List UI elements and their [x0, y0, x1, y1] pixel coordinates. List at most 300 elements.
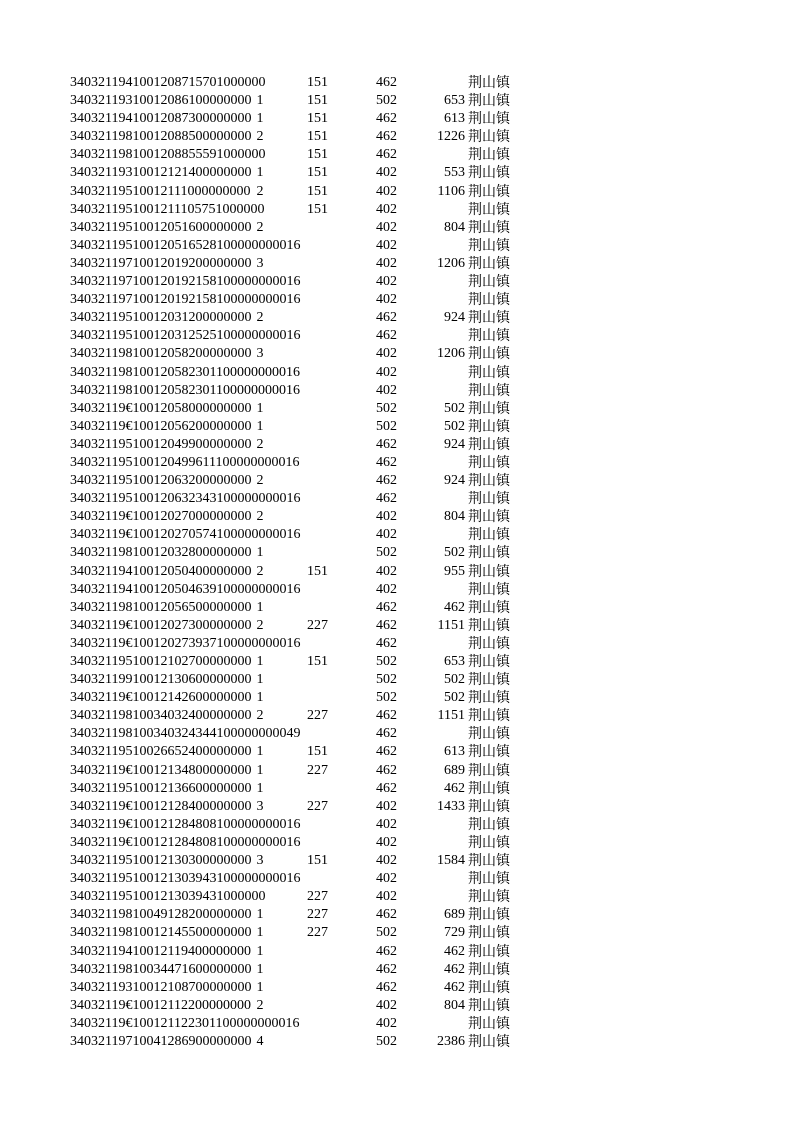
count-cell: 4	[256, 1033, 264, 1049]
amount-a-cell: 151	[307, 744, 328, 760]
amount-b-cell: 462	[376, 708, 397, 724]
table-row	[0, 364, 793, 382]
total-cell: 804	[444, 509, 465, 525]
amount-b-cell: 402	[376, 364, 397, 380]
count-cell: 1	[256, 762, 264, 778]
id-cell: 34032119910012130600000000	[70, 672, 252, 688]
amount-b-cell: 462	[376, 780, 397, 796]
total-cell: 804	[444, 219, 465, 235]
table-row	[0, 924, 793, 942]
amount-b-cell: 462	[376, 961, 397, 977]
amount-a-cell: 151	[307, 201, 328, 217]
amount-b-cell: 462	[376, 491, 397, 507]
town-cell: 荆山镇	[468, 907, 510, 924]
town-cell: 荆山镇	[468, 834, 510, 851]
count-cell: 3	[256, 346, 264, 362]
id-cell: 34032119510026652400000000	[70, 744, 252, 760]
table-row	[0, 870, 793, 888]
id-cell: 34032119710012019200000000	[70, 255, 252, 271]
total-cell: 955	[444, 563, 465, 579]
spreadsheet-page	[0, 74, 793, 1051]
id-cell: 34032119510012049900000000	[70, 436, 252, 452]
id-cell: 340321194100120504639100000000016	[70, 581, 301, 597]
total-cell: 1151	[437, 708, 465, 724]
table-row	[0, 961, 793, 979]
table-row	[0, 906, 793, 924]
id-cell: 3403211981001208855591000000	[70, 147, 266, 163]
table-row	[0, 635, 793, 653]
id-cell: 34032119510012102700000000	[70, 654, 252, 669]
town-cell: 荆山镇	[468, 925, 510, 942]
town-cell: 荆山镇	[468, 400, 510, 417]
amount-b-cell: 462	[376, 979, 397, 995]
amount-b-cell: 402	[376, 274, 397, 290]
amount-a-cell: 227	[307, 762, 328, 778]
amount-b-cell: 462	[376, 310, 397, 326]
town-cell: 荆山镇	[468, 346, 510, 363]
id-cell: 34032119810012088500000000	[70, 129, 252, 145]
table-row	[0, 382, 793, 400]
town-cell: 荆山镇	[468, 292, 510, 309]
count-cell: 1	[256, 165, 264, 181]
id-cell: 340321198100340324344100000000049	[70, 726, 301, 742]
town-cell: 荆山镇	[468, 75, 510, 91]
table-row	[0, 816, 793, 834]
amount-a-cell: 151	[307, 563, 328, 579]
amount-b-cell: 402	[376, 581, 397, 597]
table-row	[0, 762, 793, 780]
count-cell: 1	[256, 961, 264, 977]
id-cell: 34032119810012145500000000	[70, 925, 252, 941]
town-cell: 荆山镇	[468, 708, 510, 725]
town-cell: 荆山镇	[468, 111, 510, 128]
town-cell: 荆山镇	[468, 762, 510, 779]
amount-b-cell: 502	[376, 672, 397, 688]
id-cell: 34032119810049128200000000	[70, 907, 252, 923]
table-row	[0, 454, 793, 472]
id-cell: 34032119310012121400000000	[70, 165, 252, 181]
town-cell: 荆山镇	[468, 853, 510, 870]
count-cell: 1	[256, 925, 264, 941]
amount-b-cell: 402	[376, 237, 397, 253]
count-cell: 2	[256, 473, 264, 489]
table-row	[0, 834, 793, 852]
count-cell: 3	[256, 853, 264, 869]
total-cell: 1226	[437, 129, 465, 145]
table-row	[0, 671, 793, 689]
total-cell: 462	[444, 780, 465, 796]
town-cell: 荆山镇	[468, 255, 510, 272]
amount-b-cell: 462	[376, 436, 397, 452]
town-cell: 荆山镇	[468, 997, 510, 1014]
total-cell: 1584	[437, 853, 465, 869]
town-cell: 荆山镇	[468, 672, 510, 689]
id-cell: 34032119€10012142600000000	[70, 690, 252, 706]
town-cell: 荆山镇	[468, 165, 510, 182]
table-row	[0, 436, 793, 454]
amount-b-cell: 402	[376, 563, 397, 579]
id-cell: 34032119510012051600000000	[70, 219, 252, 235]
amount-b-cell: 462	[376, 454, 397, 470]
total-cell: 689	[444, 762, 465, 778]
total-cell: 2386	[437, 1033, 465, 1049]
id-cell: 340321197100120192158100000000016	[70, 292, 301, 308]
total-cell: 1206	[437, 255, 465, 271]
amount-b-cell: 402	[376, 1015, 397, 1031]
town-cell: 荆山镇	[468, 364, 510, 381]
amount-b-cell: 462	[376, 111, 397, 127]
count-cell: 1	[256, 111, 264, 127]
table-row	[0, 237, 793, 255]
town-cell: 荆山镇	[468, 690, 510, 707]
table-row	[0, 92, 793, 110]
town-cell: 荆山镇	[468, 201, 510, 218]
count-cell: 1	[256, 979, 264, 995]
town-cell: 荆山镇	[468, 418, 510, 435]
id-cell: 340321195100121303943100000000016	[70, 871, 301, 887]
town-cell: 荆山镇	[468, 780, 510, 797]
table-row	[0, 110, 793, 128]
total-cell: 502	[444, 545, 465, 561]
town-cell: 荆山镇	[468, 599, 510, 616]
amount-a-cell: 227	[307, 907, 328, 923]
amount-a-cell: 151	[307, 75, 328, 90]
count-cell: 1	[256, 780, 264, 796]
amount-a-cell: 227	[307, 889, 328, 905]
town-cell: 荆山镇	[468, 744, 510, 761]
id-cell: 34032119€100120270574100000000016	[70, 527, 301, 543]
count-cell: 2	[256, 997, 264, 1013]
count-cell: 3	[256, 255, 264, 271]
count-cell: 2	[256, 617, 264, 633]
town-cell: 荆山镇	[468, 545, 510, 562]
amount-b-cell: 502	[376, 1033, 397, 1049]
total-cell: 1106	[437, 183, 465, 199]
amount-b-cell: 462	[376, 147, 397, 163]
id-cell: 34032119410012050400000000	[70, 563, 252, 579]
town-cell: 荆山镇	[468, 961, 510, 978]
count-cell: 1	[256, 907, 264, 923]
amount-b-cell: 502	[376, 400, 397, 416]
total-cell: 462	[444, 979, 465, 995]
id-cell: 340321197100120192158100000000016	[70, 274, 301, 290]
town-cell: 荆山镇	[468, 581, 510, 598]
total-cell: 462	[444, 599, 465, 615]
amount-b-cell: 402	[376, 201, 397, 217]
amount-b-cell: 402	[376, 816, 397, 832]
table-row	[0, 888, 793, 906]
amount-b-cell: 462	[376, 726, 397, 742]
id-cell: 340321195100120632343100000000016	[70, 491, 301, 507]
town-cell: 荆山镇	[468, 563, 510, 580]
town-cell: 荆山镇	[468, 617, 510, 634]
amount-a-cell: 151	[307, 183, 328, 199]
town-cell: 荆山镇	[468, 1015, 510, 1032]
id-cell: 34032119€100121284808100000000016	[70, 816, 301, 832]
id-cell: 34032119510012111000000000	[70, 183, 251, 199]
amount-a-cell: 227	[307, 798, 328, 814]
count-cell: 2	[256, 436, 264, 452]
table-row	[0, 979, 793, 997]
id-cell: 34032119€10012027300000000	[70, 617, 252, 633]
amount-b-cell: 502	[376, 925, 397, 941]
table-row	[0, 581, 793, 599]
table-row	[0, 508, 793, 526]
town-cell: 荆山镇	[468, 1033, 510, 1050]
town-cell: 荆山镇	[468, 871, 510, 888]
id-cell: 34032119€100121284808100000000016	[70, 834, 301, 850]
town-cell: 荆山镇	[468, 509, 510, 526]
id-cell: 34032119€100121122301100000000016	[70, 1015, 300, 1031]
id-cell: 34032119810012032800000000	[70, 545, 252, 561]
amount-b-cell: 502	[376, 654, 397, 669]
table-row	[0, 689, 793, 707]
count-cell: 1	[256, 654, 264, 669]
town-cell: 荆山镇	[468, 310, 510, 327]
amount-b-cell: 402	[376, 853, 397, 869]
amount-b-cell: 462	[376, 744, 397, 760]
town-cell: 荆山镇	[468, 382, 510, 399]
id-cell: 34032119€10012027000000000	[70, 509, 252, 525]
id-cell: 34032119410012087300000000	[70, 111, 252, 127]
amount-a-cell: 151	[307, 165, 328, 181]
table-row	[0, 418, 793, 436]
count-cell: 2	[256, 129, 264, 145]
table-row	[0, 617, 793, 635]
amount-b-cell: 402	[376, 889, 397, 905]
table-row	[0, 852, 793, 870]
amount-b-cell: 402	[376, 871, 397, 887]
table-row	[0, 201, 793, 219]
id-cell: 34032119810034032400000000	[70, 708, 252, 724]
table-row	[0, 183, 793, 201]
amount-b-cell: 402	[376, 292, 397, 308]
table-row	[0, 74, 793, 92]
town-cell: 荆山镇	[468, 816, 510, 833]
id-cell: 3403211951001213039431000000	[70, 889, 266, 905]
amount-b-cell: 502	[376, 545, 397, 561]
amount-b-cell: 402	[376, 382, 397, 398]
amount-b-cell: 462	[376, 473, 397, 489]
id-cell: 34032119410012119400000000	[70, 943, 251, 959]
table-row	[0, 526, 793, 544]
total-cell: 924	[444, 436, 465, 452]
total-cell: 502	[444, 672, 465, 688]
id-cell: 34032119810034471600000000	[70, 961, 252, 977]
table-row	[0, 707, 793, 725]
count-cell: 1	[256, 744, 264, 760]
count-cell: 1	[256, 690, 264, 706]
count-cell: 1	[256, 943, 264, 959]
count-cell: 1	[256, 672, 264, 688]
table-row	[0, 544, 793, 562]
id-cell: 34032119510012136600000000	[70, 780, 252, 796]
id-cell: 34032119310012086100000000	[70, 93, 252, 109]
amount-b-cell: 402	[376, 183, 397, 199]
town-cell: 荆山镇	[468, 274, 510, 291]
table-row	[0, 146, 793, 164]
amount-a-cell: 151	[307, 654, 328, 669]
amount-b-cell: 402	[376, 165, 397, 181]
total-cell: 462	[444, 943, 465, 959]
id-cell: 340321198100120582301100000000016	[70, 364, 300, 380]
count-cell: 1	[256, 93, 264, 109]
amount-b-cell: 402	[376, 219, 397, 235]
town-cell: 荆山镇	[468, 436, 510, 453]
amount-b-cell: 502	[376, 93, 397, 109]
count-cell: 1	[256, 418, 264, 434]
id-cell: 34032119€10012056200000000	[70, 418, 252, 434]
total-cell: 502	[444, 690, 465, 706]
total-cell: 689	[444, 907, 465, 923]
id-cell: 3403211941001208715701000000	[70, 75, 266, 90]
town-cell: 荆山镇	[468, 473, 510, 490]
town-cell: 荆山镇	[468, 527, 510, 544]
count-cell: 1	[256, 545, 264, 561]
table-row	[0, 725, 793, 743]
table-row	[0, 943, 793, 961]
amount-a-cell: 151	[307, 111, 328, 127]
town-cell: 荆山镇	[468, 635, 510, 652]
amount-b-cell: 462	[376, 907, 397, 923]
town-cell: 荆山镇	[468, 219, 510, 236]
id-cell: 34032119810012056500000000	[70, 599, 252, 615]
table-row	[0, 291, 793, 309]
table-row	[0, 164, 793, 182]
table-row	[0, 743, 793, 761]
amount-b-cell: 402	[376, 997, 397, 1013]
total-cell: 613	[444, 744, 465, 760]
table-row	[0, 400, 793, 418]
amount-b-cell: 462	[376, 129, 397, 145]
id-cell: 34032119310012108700000000	[70, 979, 252, 995]
table-row	[0, 128, 793, 146]
amount-b-cell: 402	[376, 527, 397, 543]
town-cell: 荆山镇	[468, 183, 510, 200]
id-cell: 34032119510012031200000000	[70, 310, 252, 326]
count-cell: 1	[256, 599, 264, 615]
count-cell: 2	[256, 509, 264, 525]
total-cell: 729	[444, 925, 465, 941]
table-row	[0, 1015, 793, 1033]
total-cell: 1151	[437, 617, 465, 633]
table-row	[0, 490, 793, 508]
id-cell: 34032119€10012112200000000	[70, 997, 251, 1013]
total-cell: 462	[444, 961, 465, 977]
table-row	[0, 599, 793, 617]
town-cell: 荆山镇	[468, 979, 510, 996]
id-cell: 340321198100120582301100000000016	[70, 382, 300, 398]
amount-b-cell: 402	[376, 509, 397, 525]
id-cell: 340321195100120312525100000000016	[70, 328, 301, 344]
town-cell: 荆山镇	[468, 93, 510, 110]
town-cell: 荆山镇	[468, 328, 510, 345]
total-cell: 1433	[437, 798, 465, 814]
id-cell: 340321195100120499611100000000016	[70, 454, 300, 470]
town-cell: 荆山镇	[468, 943, 510, 960]
id-cell: 3403211951001211105751000000	[70, 201, 265, 217]
town-cell: 荆山镇	[468, 654, 510, 670]
amount-b-cell: 462	[376, 635, 397, 651]
id-cell: 34032119510012130300000000	[70, 853, 252, 869]
count-cell: 2	[256, 708, 264, 724]
total-cell: 653	[444, 93, 465, 109]
id-cell: 34032119510012063200000000	[70, 473, 252, 489]
count-cell: 2	[256, 183, 264, 199]
amount-b-cell: 462	[376, 762, 397, 778]
amount-b-cell: 462	[376, 328, 397, 344]
total-cell: 502	[444, 418, 465, 434]
count-cell: 2	[256, 563, 264, 579]
amount-b-cell: 502	[376, 418, 397, 434]
table-row	[0, 273, 793, 291]
id-cell: 34032119€10012128400000000	[70, 798, 252, 814]
total-cell: 804	[444, 997, 465, 1013]
table-row	[0, 345, 793, 363]
table-row	[0, 219, 793, 237]
amount-a-cell: 227	[307, 708, 328, 724]
town-cell: 荆山镇	[468, 889, 510, 906]
amount-a-cell: 151	[307, 147, 328, 163]
table-row	[0, 1033, 793, 1051]
count-cell: 3	[256, 798, 264, 814]
total-cell: 653	[444, 654, 465, 669]
total-cell: 1206	[437, 346, 465, 362]
total-cell: 613	[444, 111, 465, 127]
id-cell: 340321195100120516528100000000016	[70, 237, 301, 253]
amount-b-cell: 402	[376, 798, 397, 814]
amount-b-cell: 402	[376, 255, 397, 271]
amount-b-cell: 462	[376, 617, 397, 633]
id-cell: 34032119810012058200000000	[70, 346, 252, 362]
town-cell: 荆山镇	[468, 147, 510, 164]
table-row	[0, 780, 793, 798]
town-cell: 荆山镇	[468, 237, 510, 254]
id-cell: 34032119€10012058000000000	[70, 400, 252, 416]
table-row	[0, 563, 793, 581]
total-cell: 924	[444, 310, 465, 326]
amount-b-cell: 462	[376, 75, 397, 90]
amount-a-cell: 151	[307, 93, 328, 109]
town-cell: 荆山镇	[468, 454, 510, 471]
count-cell: 2	[256, 219, 264, 235]
amount-b-cell: 462	[376, 599, 397, 615]
amount-b-cell: 502	[376, 690, 397, 706]
id-cell: 34032119€10012134800000000	[70, 762, 252, 778]
count-cell: 1	[256, 400, 264, 416]
amount-a-cell: 227	[307, 617, 328, 633]
total-cell: 553	[444, 165, 465, 181]
table-row	[0, 653, 793, 671]
town-cell: 荆山镇	[468, 726, 510, 743]
amount-a-cell: 151	[307, 853, 328, 869]
table-row	[0, 327, 793, 345]
amount-b-cell: 462	[376, 943, 397, 959]
town-cell: 荆山镇	[468, 129, 510, 146]
table-row	[0, 472, 793, 490]
total-cell: 502	[444, 400, 465, 416]
count-cell: 2	[256, 310, 264, 326]
amount-a-cell: 151	[307, 129, 328, 145]
town-cell: 荆山镇	[468, 491, 510, 508]
town-cell: 荆山镇	[468, 798, 510, 815]
id-cell: 34032119710041286900000000	[70, 1033, 252, 1049]
table-row	[0, 309, 793, 327]
table-row	[0, 997, 793, 1015]
amount-b-cell: 402	[376, 346, 397, 362]
table-row	[0, 798, 793, 816]
amount-a-cell: 227	[307, 925, 328, 941]
